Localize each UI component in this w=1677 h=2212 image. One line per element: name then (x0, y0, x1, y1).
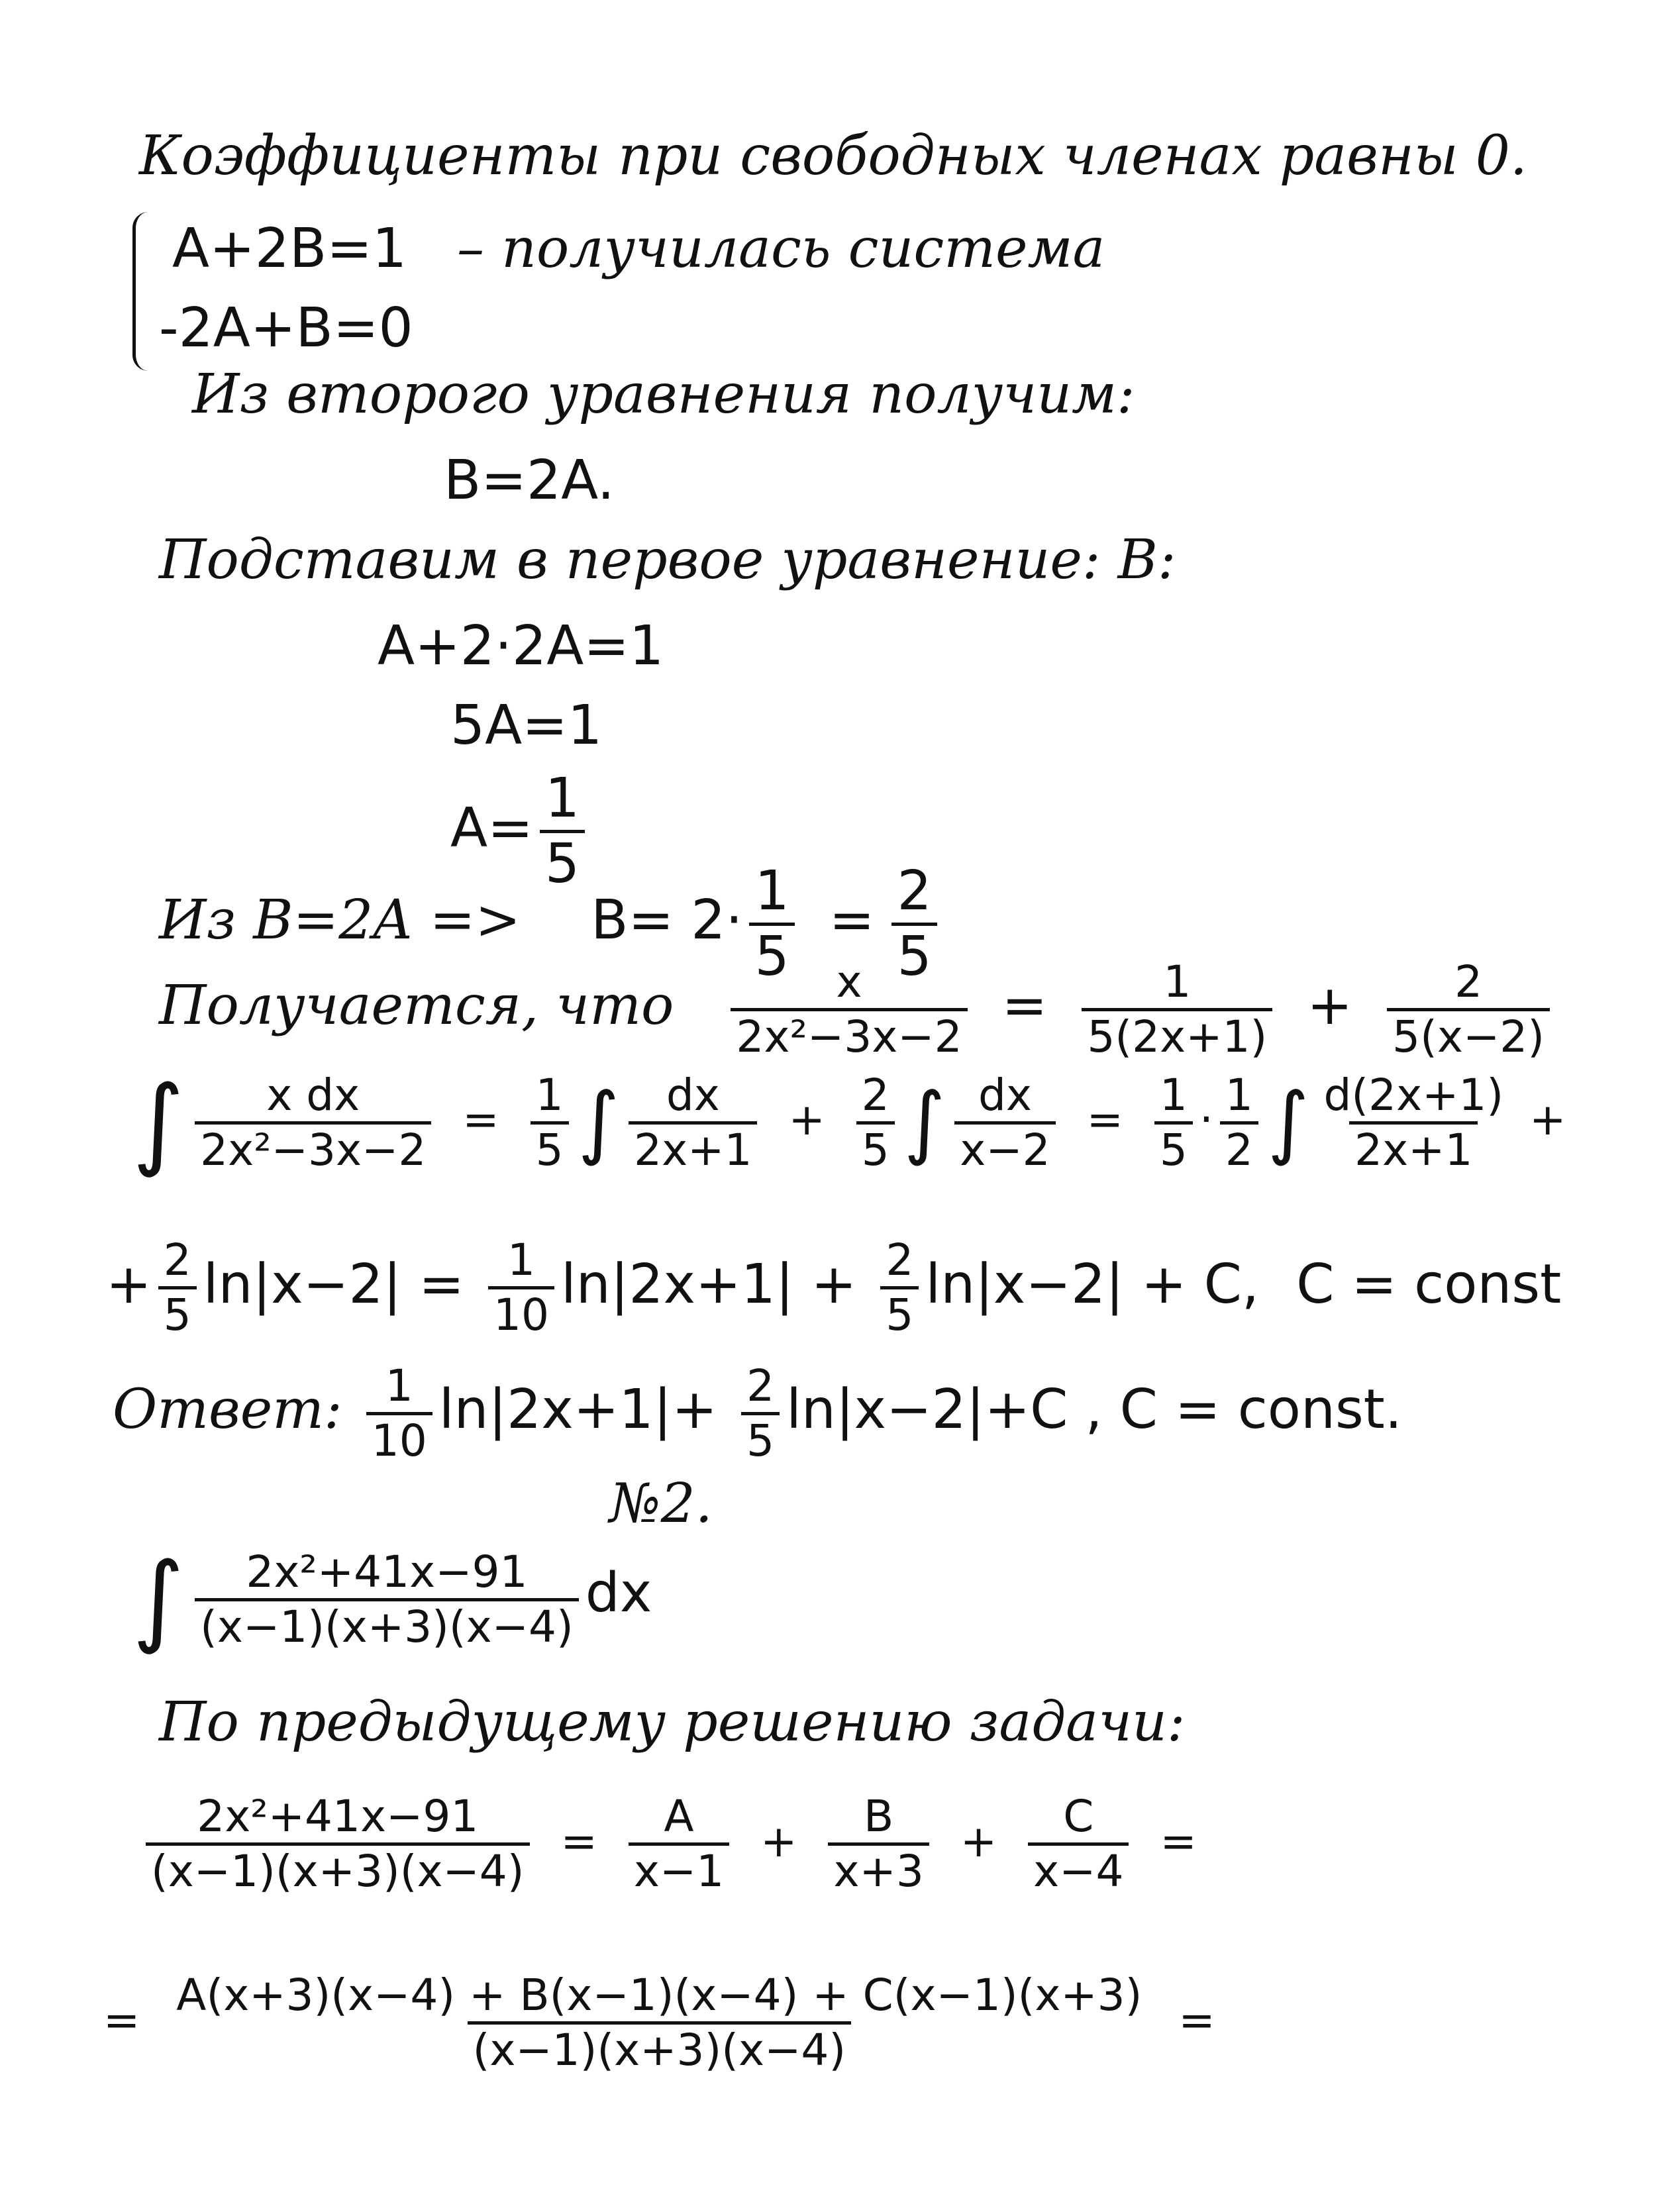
fraction-denominator: 5 (1154, 1121, 1193, 1172)
one-half-fraction (1220, 1069, 1258, 1176)
plus-sign: + (960, 1815, 997, 1867)
equals-sign: = (103, 1994, 140, 2046)
result-prefix: Получается, что (159, 974, 674, 1037)
prev-solution-line: По предыдущему решению задачи: (159, 1691, 1186, 1754)
substitute-line: Подставим в первое уравнение: B: (159, 528, 1176, 591)
fraction-numerator: d(2x+1) (1323, 1069, 1504, 1121)
answer-tail: ln|x−2|+C , C = const. (786, 1378, 1402, 1441)
fraction-numerator: C (1063, 1791, 1094, 1842)
fraction-denominator: 5 (531, 1121, 569, 1172)
integral-sign-icon: ∫ (132, 1542, 185, 1657)
combined-line (93, 1970, 1226, 2076)
fraction-denominator: 2 (1220, 1121, 1258, 1172)
fraction-denominator: 2x²−3x−2 (731, 1008, 967, 1059)
fraction-numerator: dx (666, 1069, 720, 1121)
problem-2-heading: №2. (609, 1472, 713, 1535)
fraction-denominator: 2x²−3x−2 (195, 1121, 431, 1172)
plus-sign: + (1307, 974, 1353, 1037)
equals-sign: = (462, 1094, 499, 1146)
problem-2-integral (132, 1542, 652, 1657)
ln-x-minus-2: ln|x−2| = (203, 1252, 464, 1316)
fraction-denominator: 5(x−2) (1387, 1008, 1550, 1059)
fraction-numerator: 1 (535, 1069, 564, 1121)
fraction-numerator: 1 (1225, 1069, 1253, 1121)
fraction-numerator: 2x²+41x−91 (246, 1546, 528, 1597)
system-equation-2: -2A+B=0 (159, 297, 413, 360)
partial-fractions-line (139, 1791, 1207, 1897)
fraction-numerator: 1 (544, 767, 580, 830)
fraction-denominator: x−2 (954, 1121, 1055, 1172)
equals-sign: = (560, 1815, 597, 1867)
two-fifth-fraction (880, 1234, 919, 1340)
fraction-denominator: 5 (891, 923, 937, 984)
equals-sign: = (1001, 974, 1048, 1037)
fraction-denominator: 2x+1 (629, 1121, 757, 1172)
fraction-denominator: 10 (366, 1412, 432, 1463)
one-tenth-fraction (366, 1360, 432, 1466)
fraction-numerator: 2 (1454, 956, 1483, 1007)
c-const: C = const (1296, 1252, 1562, 1316)
integral-continuation-line (106, 1234, 1562, 1340)
fraction-numerator: A(x+3)(x−4) + B(x−1)(x−4) + C(x−1)(x+3) (176, 1970, 1143, 2021)
integral-sign-icon: ∫ (903, 1076, 946, 1168)
fraction-numerator: A (664, 1791, 694, 1842)
ln-2x-plus-1: ln|2x+1| + (560, 1252, 857, 1316)
equals-sign: = (1160, 1815, 1197, 1867)
equals-sign: = (829, 889, 875, 952)
fraction-numerator: 2 (861, 1069, 889, 1121)
step-1: A+2·2A=1 (378, 615, 664, 678)
x-over-poly-fraction (731, 956, 967, 1062)
two-fifth-fraction (158, 1234, 197, 1340)
fraction-numerator: 2x²+41x−91 (197, 1791, 479, 1842)
two-fifth-fraction (741, 1360, 780, 1466)
answer-line (113, 1360, 1402, 1466)
fraction-numerator: dx (978, 1069, 1032, 1121)
equals-sign: = (1086, 1094, 1123, 1146)
fraction-denominator: x−4 (1028, 1842, 1129, 1893)
xdx-fraction (195, 1069, 431, 1176)
fraction-numerator: 2 (746, 1360, 775, 1411)
integral-sign-icon: ∫ (578, 1076, 620, 1168)
fraction-numerator: 1 (507, 1234, 535, 1285)
fraction-numerator: 1 (1159, 1069, 1188, 1121)
from-second-line: Из второго уравнения получим: (192, 363, 1135, 426)
a-lhs: A= (450, 796, 533, 860)
system-note: – получилась система (457, 217, 1105, 280)
integral-line: ∫ $\frac{\text{x dx}}{\text{2x²−3x−2}}$ = $\frac{1}{5}$ ∫ $\frac{dx}{2x+1}$ + $\frac{2}{5}$ ∫ $\frac{dx}{x-2}$ = $\frac{1}{5}$ · $\frac{1}{2}$ ∫ $\frac{d(2x+1)}{2x+1}$ + (132, 1065, 1566, 1180)
fraction-denominator: 10 (488, 1286, 554, 1337)
fraction-numerator: 2 (163, 1234, 191, 1285)
equals-sign: = (1178, 1994, 1215, 2046)
fraction-numerator: 2 (886, 1234, 914, 1285)
system-equation-1: A+2B=1 (172, 217, 407, 280)
ln-2x-plus-1: ln|2x+1|+ (438, 1378, 717, 1441)
two-over-5-x2-fraction (1387, 956, 1550, 1062)
d2x1-fraction (1318, 1069, 1509, 1176)
dx-over-x2-fraction (954, 1069, 1055, 1176)
from-b-label: Из B=2A => (159, 889, 521, 952)
intro-line: Коэффициенты при свободных членах равны 0. (139, 125, 1527, 187)
fraction-numerator: 1 (754, 860, 789, 923)
fraction-denominator: 5(2x+1) (1082, 1008, 1272, 1059)
fraction-numerator: B (864, 1791, 894, 1842)
plus-sign: + (788, 1094, 825, 1146)
fraction-denominator: 5 (741, 1412, 780, 1463)
dx: dx (585, 1562, 652, 1625)
one-fifth-fraction (1154, 1069, 1193, 1176)
integral-sign-icon: ∫ (132, 1065, 185, 1180)
c-over-x4-fraction (1028, 1791, 1129, 1897)
b-lhs: B= 2· (591, 889, 743, 952)
combined-fraction (171, 1970, 1147, 2076)
b-equals-2a: B=2A. (444, 449, 615, 512)
fraction-denominator: 5 (880, 1286, 919, 1337)
fraction-denominator: x−1 (629, 1842, 729, 1893)
a-over-x1-fraction (629, 1791, 729, 1897)
two-fifth-fraction (856, 1069, 895, 1176)
fraction-numerator: 1 (1163, 956, 1192, 1007)
answer-label: Ответ: (113, 1378, 342, 1441)
one-fifth-fraction (531, 1069, 569, 1176)
fraction-denominator: 5 (749, 923, 794, 984)
plus-sign: + (1529, 1094, 1566, 1146)
fraction-denominator: (x−1)(x+3)(x−4) (146, 1842, 530, 1893)
fraction-numerator: x (836, 956, 862, 1007)
one-over-5-2x1-fraction (1082, 956, 1272, 1062)
fraction-numerator: 2 (897, 860, 932, 923)
fraction-numerator: 1 (385, 1360, 413, 1411)
fraction-denominator: 5 (856, 1121, 895, 1172)
p2-integrand-fraction (146, 1791, 530, 1897)
integral-sign-icon: ∫ (1267, 1076, 1309, 1168)
plus-sign: + (106, 1252, 152, 1316)
fraction-numerator: x dx (266, 1069, 360, 1121)
ln-x-minus-2-plus-c: ln|x−2| + C, (925, 1252, 1259, 1316)
one-tenth-fraction (488, 1234, 554, 1340)
fraction-denominator: 2x+1 (1349, 1121, 1478, 1172)
p2-integrand-fraction (195, 1546, 579, 1652)
fraction-denominator: (x−1)(x+3)(x−4) (195, 1598, 579, 1649)
step-2: 5A=1 (450, 694, 603, 757)
fraction-denominator: (x−1)(x+3)(x−4) (468, 2021, 852, 2072)
fraction-denominator: x+3 (828, 1842, 929, 1893)
fraction-denominator: 5 (540, 830, 585, 891)
fraction-denominator: 5 (158, 1286, 197, 1337)
b-over-x3-fraction (828, 1791, 929, 1897)
dx-over-2x1-fraction (629, 1069, 757, 1176)
plus-sign: + (760, 1815, 797, 1867)
decomposition-line (159, 956, 1556, 1062)
left-brace-icon (132, 212, 156, 371)
